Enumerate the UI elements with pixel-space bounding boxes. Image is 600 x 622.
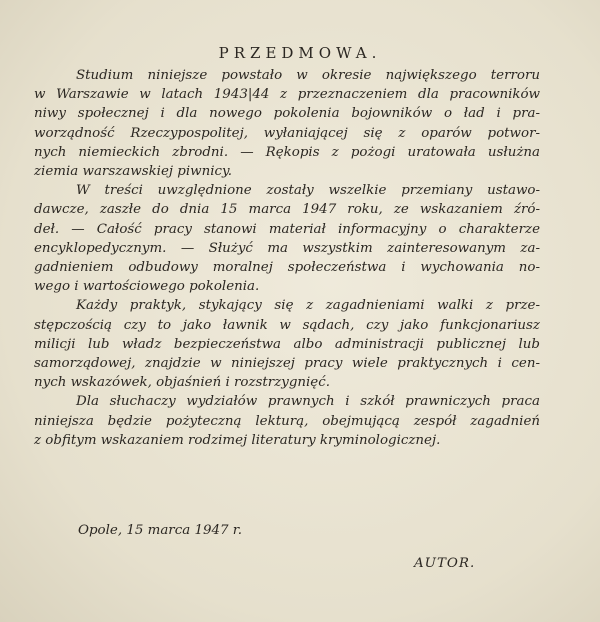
- text-line: stępczością czy to jako ławnik w sądach, czy jako funkcjonariusz: [34, 317, 540, 333]
- text-line: wego i wartościowego pokolenia.: [34, 279, 260, 295]
- text-line: nych wskazówek, objaśnień i rozstrzygnięć.: [34, 375, 330, 391]
- page-title: PRZEDMOWA.: [218, 44, 382, 62]
- text-line: worządność Rzeczypospolitej, wyłaniającej się z oparów potwor-: [34, 125, 540, 141]
- text-line: samorządowej, znajdzie w niniejszej pracy wiele praktycznych i cen-: [34, 356, 540, 372]
- text-line: w Warszawie w latach 1943|44 z przeznaczeniem dla pracowników: [34, 87, 540, 103]
- text-line: dawcze, zaszłe do dnia 15 marca 1947 roku, ze wskazaniem źró-: [34, 202, 540, 218]
- preface-body: [34, 66, 540, 450]
- text-line: gadnieniem odbudowy moralnej społeczeństwa i wychowania no-: [34, 260, 540, 276]
- text-line: encyklopedycznym. — Służyć ma wszystkim zainteresowanym za-: [34, 240, 540, 256]
- text-line: ziemia warszawskiej piwnicy.: [34, 164, 233, 180]
- text-line: deł. — Całość pracy stanowi materiał informacyjny o charakterze: [34, 221, 540, 237]
- author-signature: AUTOR.: [414, 556, 476, 571]
- text-line: milicji lub władz bezpieczeństwa albo administracji publicznej lub: [34, 336, 540, 352]
- text-line: Dla słuchaczy wydziałów prawnych i szkół prawniczych praca: [76, 394, 540, 410]
- text-line: z obfitym wskazaniem rodzimej literatury kryminologicznej.: [34, 432, 441, 448]
- text-line: nych niemieckich zbrodni. — Rękopis z pożogi uratowała usłużna: [34, 144, 540, 160]
- text-line: Studium niniejsze powstało w okresie największego terroru: [76, 68, 540, 83]
- text-line: niwy społecznej i dla nowego pokolenia bojowników o ład i pra-: [34, 106, 540, 122]
- text-line: W treści uwzględnione zostały wszelkie przemiany ustawo-: [76, 183, 540, 199]
- text-line: niniejsza będzie pożyteczną lekturą, obejmującą zespół zagadnień: [34, 413, 540, 429]
- place-date: Opole, 15 marca 1947 r.: [78, 523, 242, 538]
- text-line: Każdy praktyk, stykający się z zagadnieniami walki z prze-: [76, 298, 540, 314]
